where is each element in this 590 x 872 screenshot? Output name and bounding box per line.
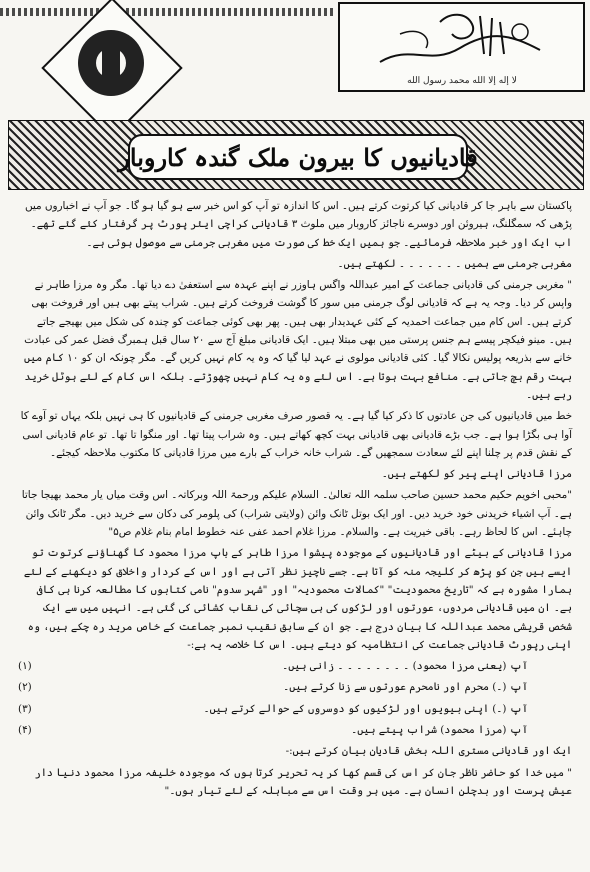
paragraph: خط میں قادیانیوں کی جن عادتوں کا ذکر کیا گیا ہے۔ یہ قصور صرف مغربی جرمنی کے قادیانیوں کا ہی نہیں بلکہ یہاں تو آوے کا آوا ہی بگڑا ہوا ہے۔ جب بڑے قادیانی بھی قادیانی بہت کچھ کھاتے ہیں۔ وہ شراب پیتا تھا۔ اور منگوا تا تھا۔ تو عام قادیانی اسی کے نقش قدم پر چلنا اپنے لئے سعادت سمجھیں گے۔ شراب خانہ خراب کے بارے میں مرزا قادیانی کا مکتوب ملاحظہ کیجئے۔ xyxy=(20,410,572,459)
list-item-text: آپ (۔) محرم اور نامحرم عورتوں سے زنا کرتے ہیں۔ xyxy=(283,681,528,694)
calligraphy-box xyxy=(338,2,585,92)
seal-emblem-icon xyxy=(102,44,120,80)
list-item-number: (۳) xyxy=(18,702,32,715)
list-item-text: آپ (مرزا محمود) شراب پیتے ہیں۔ xyxy=(351,724,528,737)
list-item xyxy=(18,721,572,739)
article-title: قادیانیوں کا بیرون ملک گندہ کاروبار xyxy=(118,142,478,172)
list-item xyxy=(18,700,572,718)
paragraph: پاکستان سے باہر جا کر قادیانی کیا کرتوت کرتے ہیں۔ اس کا اندازہ تو آپ کو اس خبر سے ہو گیا ہو گا۔ جو آپ نے اخباروں میں پڑھی کہ سمگلنگ، ہیروئن اور دوسرے ناجائز کاروبار میں ملوث ۳ قادیانی کراچی ایئر پورٹ پر گرفتار کئے گئے تھے۔ اب ایک اور خبر ملاحظہ فرمائیے۔ جو ہمیں ایک خط کی صورت میں مغربی جرمنی سے موصول ہوئی ہے۔ xyxy=(24,200,572,249)
list-item-text: آپ (یعنی مرزا محمود) ۔ ۔ ۔ ۔ ۔ ۔ ۔ ۔ زانی ہیں۔ xyxy=(282,660,528,673)
paragraph: مغربی جرمنی سے ہمیں ۔ ۔ ۔ ۔ ۔ ۔ ۔ لکھتے ہیں۔ xyxy=(337,257,572,270)
list-item-number: (۴) xyxy=(18,724,32,737)
allegation-list xyxy=(18,657,572,739)
paragraph: " میں خدا کو حاضر ناظر جان کر اس کی قسم کھا کر یہ تحریر کرتا ہوں کہ موجودہ خلیفہ مرزا محمود دنیا دار عیش پرست اور بدچلن انسان ہے۔ میں ہر وقت اس سے مباہلہ کے لئے تیار ہوں۔" xyxy=(34,766,572,797)
list-item xyxy=(18,678,572,696)
top-border-pattern xyxy=(0,8,336,16)
paragraph: مرزا قادیانی اپنے پیر کو لکھتے ہیں۔ xyxy=(381,468,572,481)
list-item xyxy=(18,657,572,675)
title-plate xyxy=(118,134,478,180)
calligraphy-caption: لا إله إلا الله محمد رسول الله xyxy=(407,76,517,86)
paragraph: مرزا قادیانی کے بیٹے اور قادیانیوں کے موجودہ پیشوا مرزا طاہر کے باپ مرزا محمود کا گھناؤنے کرتوت تو ایسے ہیں جن کو پڑھ کر کلیجہ منہ کو آتا ہے۔ جسے ناچیز نظر آتی ہے اور اس کے کردار واخلاق کو دیکھنے کے لئے ہمارا مشورہ ہے کہ "تاریخ محمودیت" "کمالات محمودیہ" اور "شہر سدوم" نامی کتابوں کا مطالعہ کرنا ہی کافی ہے۔ ان میں قادیانی مردوں، عورتوں اور لڑکوں کی ہی سچائی کی نقاب کشائی کی گئی ہے۔ انہیں میں سے ایک شخص قریشی محمد عبداللہ کا بیان درج ہے۔ جو ان کے سابق نقیب نمبر جماعت کے خاص مرید رہ چکے ہیں، وہ اپنی رپورٹ قادیانی جماعت کی انتظامیہ کو دیتے ہیں۔ اس کا خلاصہ یہ ہے:- xyxy=(23,547,572,651)
paragraph: " مغربی جرمنی کی قادیانی جماعت کے امیر عبداللہ واگس ہاوزر نے اپنے عہدہ سے استعفیٰ دے دیا تھا۔ مگر وہ مرزا طاہر نے واپس کر دیا۔ وجہ یہ ہے کہ قادیانی لوگ جرمنی میں سور کا گوشت فروخت کرتے ہیں۔ شراب پیتے بھی ہیں اور فروخت بھی کرتے ہیں۔ اس کام میں جماعت احمدیہ کے کئی عہدیدار بھی ہیں۔ پھر بھی کوئی جماعت کو چندہ کی شکل میں بھیجے جاتے ہیں۔ مینو فیکچر پیسے ہم جنس پرستی میں بھی مبتلا ہیں۔ ایک قادیانی مبلغ آج سے ۲۰ سال قبل ہمبرگ فضل عمر کی عبادت خانے سے بذریعہ پولیس نکالا گیا۔ کئی قادیانی مولوی نے عہد لیا گیا کہ وہ یہ کام نہیں کریں گے۔ مگر چونکہ ان کو ۱۰ کام میں بہت رقم بچ جاتی ہے۔ منافع بہت ہوتا ہے۔ اس لئے وہ یہ کام نہیں چھوڑتے۔ بلکہ اس کام کے لئے ہوٹل خرید رہے ہیں۔ xyxy=(24,279,572,401)
list-item-number: (۱) xyxy=(18,660,32,673)
article-body xyxy=(18,197,572,865)
paragraph: "محبی اخویم حکیم محمد حسین صاحب سلمہ اللہ تعالیٰ۔ السلام علیکم ورحمۃ اللہ وبرکاتہ۔ اس وقت میاں یار محمد بھیجا جاتا ہے۔ آپ اشیاء خریدنی خود خرید دیں۔ اور ایک بوتل ٹانک وائن (ولایتی شراب) کی پلومر کی دکان سے خرید دیں۔ مگر ٹانک وائن چاہئے۔ اس کا لحاظ رہے۔ باقی خیریت ہے۔ والسلام۔ مرزا غلام احمد عفی عنہ خطوط امام بنام غلام ص۵" xyxy=(21,489,572,539)
paragraph: ایک اور قادیانی مستری اللہ بخش قادیان بیان کرتے ہیں:- xyxy=(285,745,572,758)
list-item-text: آپ (۔) اپنی بیویوں اور لڑکیوں کو دوسروں کے حوالے کرتے ہیں۔ xyxy=(203,702,528,715)
list-item-number: (۲) xyxy=(18,681,32,694)
